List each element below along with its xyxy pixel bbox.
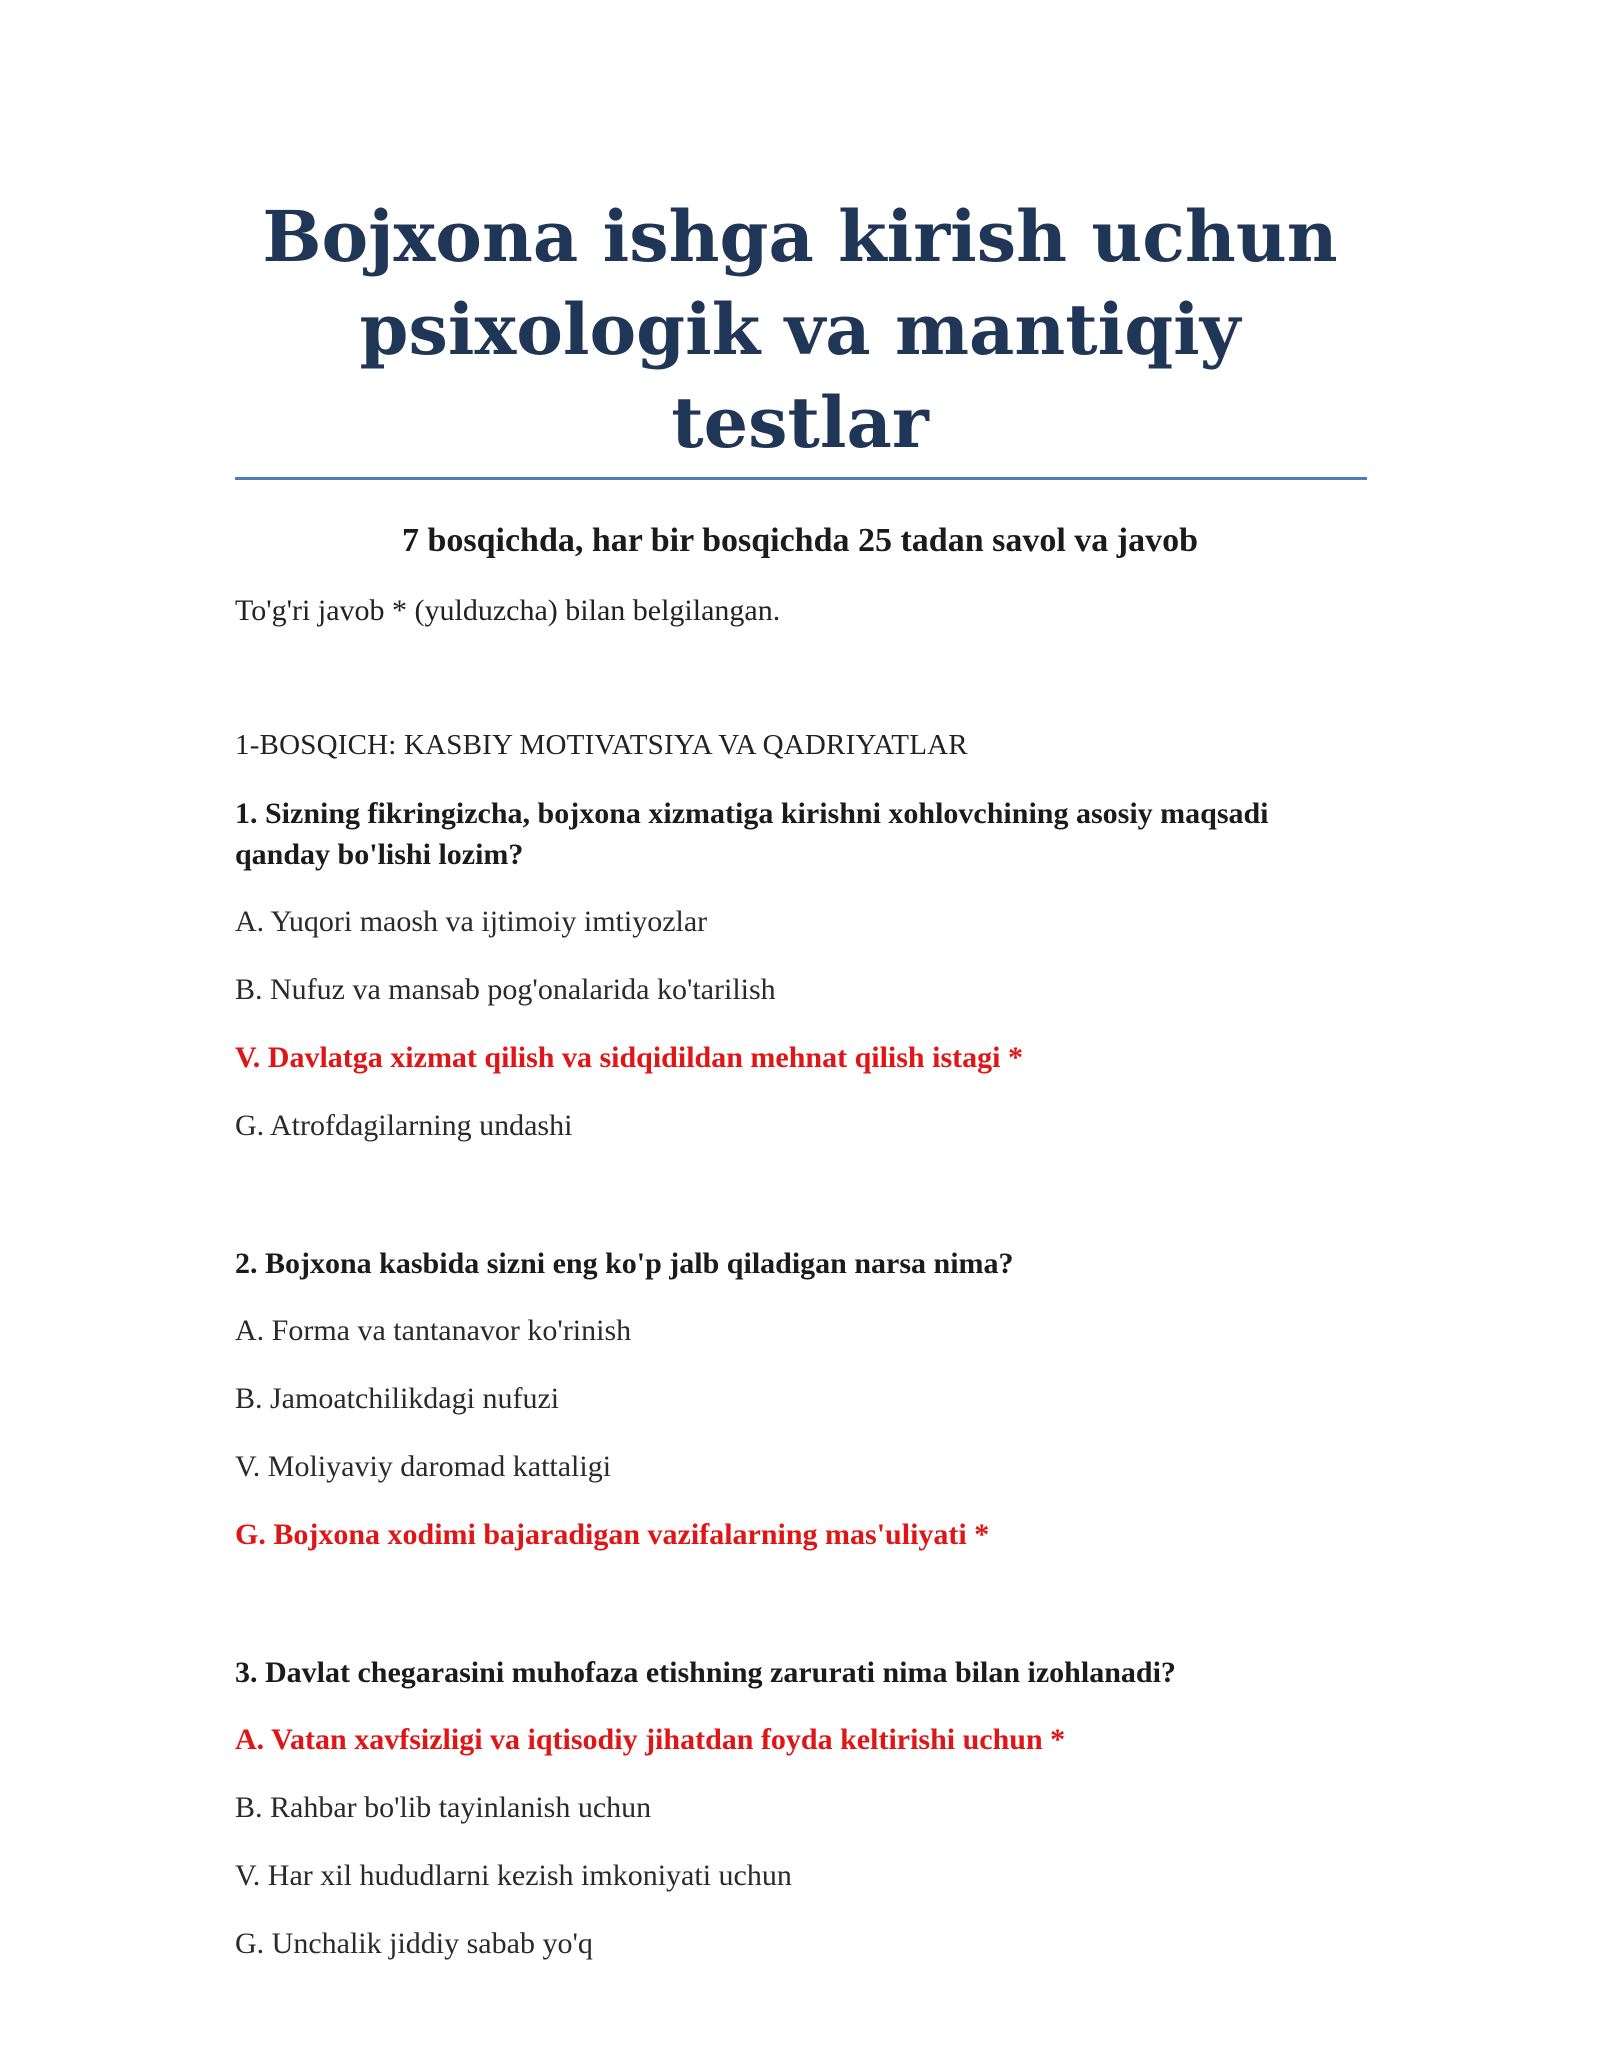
question-block xyxy=(235,1652,1365,1962)
answer-key-note: To'g'ri javob * (yulduzcha) bilan belgilangan. xyxy=(235,594,781,627)
question-text: 1. Sizning fikringizcha, bojxona xizmatiga kirishni xohlovchining asosiy maqsadi qanday bo'lishi lozim? xyxy=(235,797,1269,871)
question-text: 3. Davlat chegarasini muhofaza etishning zarurati nima bilan izohlanadi? xyxy=(235,1656,1176,1689)
answer-option: G. Unchalik jiddiy sabab yo'q xyxy=(235,1927,593,1960)
document-title xyxy=(235,190,1365,477)
correct-answer-option: V. Davlatga xizmat qilish va sidqidildan mehnat qilish istagi * xyxy=(235,1041,1023,1074)
correct-answer-option: G. Bojxona xodimi bajaradigan vazifalarning mas'uliyati * xyxy=(235,1518,990,1551)
correct-answer-option: A. Vatan xavfsizligi va iqtisodiy jihatdan foyda keltirishi uchun * xyxy=(235,1723,1066,1756)
answer-option: A. Forma va tantanavor ko'rinish xyxy=(235,1314,632,1347)
answer-option: V. Har xil hududlarni kezish imkoniyati uchun xyxy=(235,1859,792,1892)
answer-option: V. Moliyaviy daromad kattaligi xyxy=(235,1450,612,1483)
question-block xyxy=(235,1243,1365,1553)
section-heading: 1-BOSQICH: KASBIY MOTIVATSIYA VA QADRIYATLAR xyxy=(235,729,968,761)
title-line-1: Bojxona ishga kirish uchun xyxy=(262,195,1338,278)
document-subtitle: 7 bosqichda, har bir bosqichda 25 tadan savol va javob xyxy=(401,522,1199,559)
title-line-2: psixologik va mantiqiy testlar xyxy=(359,288,1241,464)
answer-option: A. Yuqori maosh va ijtimoiy imtiyozlar xyxy=(235,905,708,938)
answer-option: B. Nufuz va mansab pog'onalarida ko'tarilish xyxy=(235,973,776,1006)
title-divider xyxy=(235,477,1367,480)
question-list xyxy=(235,793,1365,1962)
question-block xyxy=(235,793,1365,1144)
document-content xyxy=(235,190,1365,1994)
answer-option: B. Jamoatchilikdagi nufuzi xyxy=(235,1382,560,1415)
answer-option: B. Rahbar bo'lib tayinlanish uchun xyxy=(235,1791,652,1824)
answer-option: G. Atrofdagilarning undashi xyxy=(235,1109,573,1142)
question-text: 2. Bojxona kasbida sizni eng ko'p jalb qiladigan narsa nima? xyxy=(235,1247,1014,1280)
